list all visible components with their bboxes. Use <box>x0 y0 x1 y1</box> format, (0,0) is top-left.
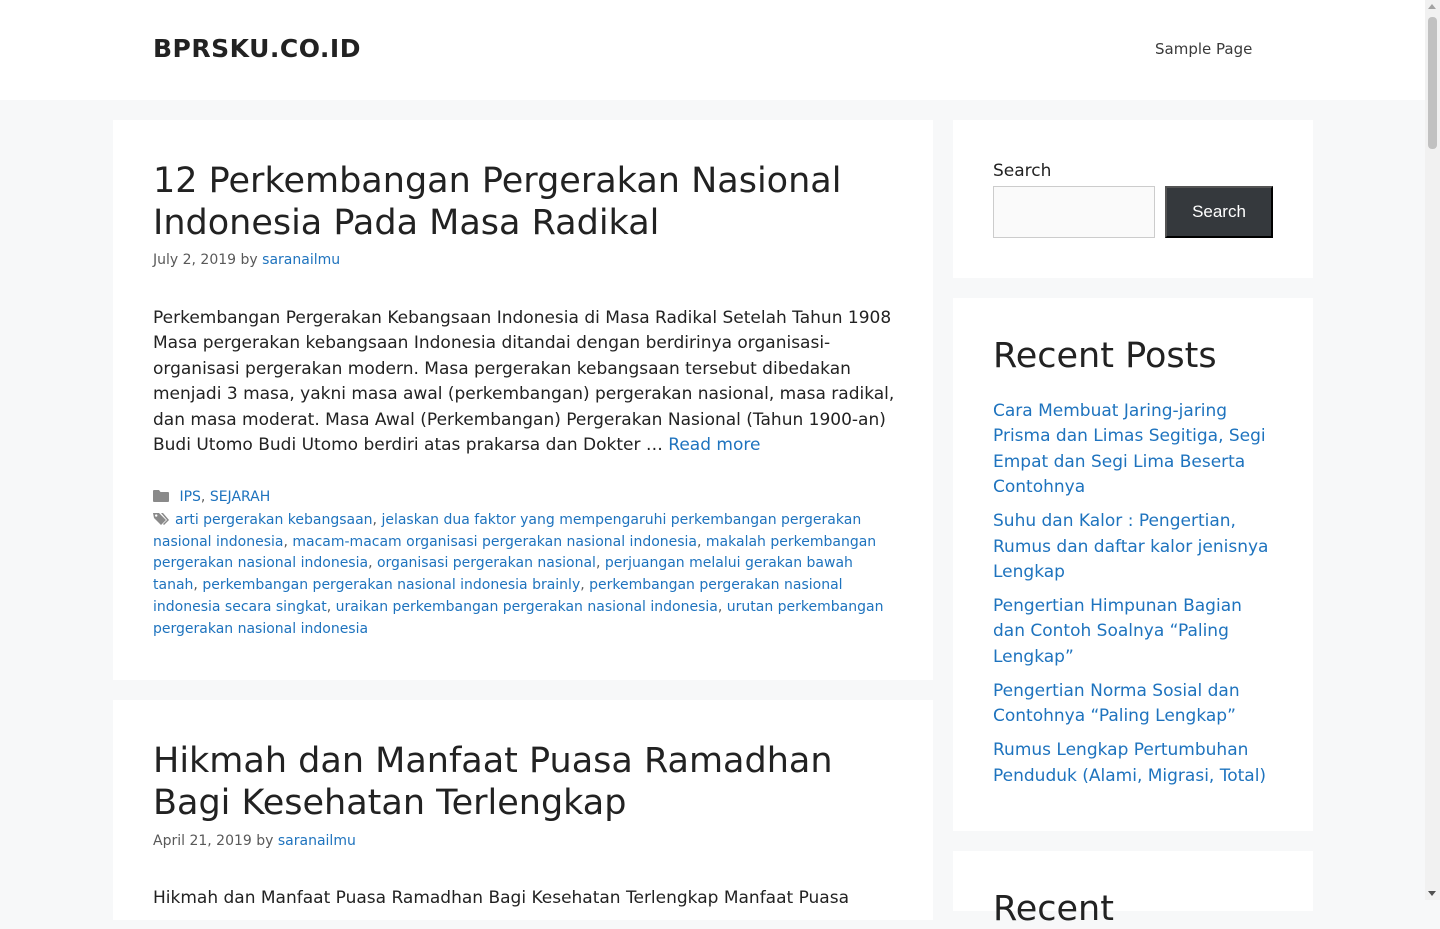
search-widget <box>953 120 1313 278</box>
tag-link[interactable]: organisasi pergerakan nasional <box>376 555 596 572</box>
tag-link[interactable]: uraikan perkembangan pergerakan nasional indonesia <box>335 598 718 615</box>
post-title-link[interactable]: 12 Perkembangan Pergerakan Nasional Indonesia Pada Masa Radikal <box>153 161 842 243</box>
scrollbar-thumb[interactable] <box>1428 17 1437 149</box>
widget-title: Recent Posts <box>993 336 1217 376</box>
category-link[interactable]: IPS <box>179 489 201 505</box>
list-item <box>993 738 1278 789</box>
tag-link[interactable]: makalah perkembangan pergerakan nasional indonesia <box>153 533 877 572</box>
post-meta <box>153 252 340 268</box>
recent-post-link[interactable]: Suhu dan Kalor : Pengertian, Rumus dan daftar kalor jenisnya Lengkap <box>993 511 1269 583</box>
post-excerpt-text: Perkembangan Pergerakan Kebangsaan Indonesia di Masa Radikal Setelah Tahun 1908 Masa pergerakan kebangsaan Indonesia ditandai dengan berdirinya organisasi-organisasi pergerakan modern. Masa pergerakan kebangsaan tersebut dibedakan menjadi 3 masa, yakni masa awal (perkembangan) pergerakan nasional, masa radikal, dan masa moderat. Masa Awal (Perkembangan) Pergerakan Nasional (Tahun 1900-an) Budi Utomo Budi Utomo berdiri atas prakarsa dan Dokter … <box>153 308 895 456</box>
category-links: IPS, SEJARAH <box>153 489 270 505</box>
recent-posts-widget <box>953 298 1313 831</box>
tag-link[interactable]: perjuangan melalui gerakan bawah tanah <box>153 555 853 594</box>
post-excerpt: Hikmah dan Manfaat Puasa Ramadhan Bagi Kesehatan Terlengkap Manfaat Puasa <box>153 888 850 908</box>
recent-post-link[interactable]: Rumus Lengkap Pertumbuhan Penduduk (Alami, Migrasi, Total) <box>993 740 1267 786</box>
scrollbar[interactable] <box>1425 0 1440 900</box>
post-excerpt <box>153 306 898 458</box>
list-item <box>993 509 1278 585</box>
search-label: Search <box>993 161 1052 181</box>
post-article <box>113 120 933 680</box>
list-item <box>993 679 1278 730</box>
by-label: by <box>240 252 258 268</box>
site-title[interactable]: BPRSKU.CO.ID <box>153 34 361 63</box>
search-input[interactable] <box>993 186 1155 238</box>
tag-link[interactable]: macam-macam organisasi pergerakan nasional indonesia <box>292 533 698 550</box>
category-link[interactable]: SEJARAH <box>209 489 271 505</box>
author-link[interactable]: saranailmu <box>262 252 341 268</box>
post-article <box>113 700 933 920</box>
search-button[interactable]: Search <box>1165 186 1273 238</box>
tag-links: arti pergerakan kebangsaan, jelaskan dua faktor yang mempengaruhi perkembangan pergerakan nasional indonesia, macam-macam organisasi pergerakan nasional indonesia, makalah perkembangan pergerakan nasional indonesia, organisasi pergerakan nasional, perjuangan melalui gerakan bawah tanah, perkembangan pergerakan nasional indonesia brainly, perkembangan pergerakan nasional indonesia secara singkat, uraikan perkembangan pergerakan nasional indonesia, urutan perkembangan pergerakan nasional indonesia <box>153 512 884 637</box>
post-title-link[interactable]: Hikmah dan Manfaat Puasa Ramadhan Bagi Kesehatan Terlengkap <box>153 741 833 823</box>
tags-icon <box>153 512 169 526</box>
scroll-up-arrow-icon[interactable] <box>1428 4 1436 9</box>
tag-link[interactable]: perkembangan pergerakan nasional indonesia secara singkat <box>153 577 843 615</box>
recent-post-link[interactable]: Pengertian Himpunan Bagian dan Contoh Soalnya “Paling Lengkap” <box>993 596 1242 667</box>
scroll-down-arrow-icon[interactable] <box>1428 891 1436 896</box>
nav-item-sample-page[interactable]: Sample Page <box>1155 40 1253 58</box>
site-header <box>0 0 1425 100</box>
tag-link[interactable]: urutan perkembangan pergerakan nasional indonesia <box>153 598 884 637</box>
tag-link[interactable]: perkembangan pergerakan nasional indonesia brainly <box>202 577 581 594</box>
post-date[interactable]: July 2, 2019 <box>153 252 237 268</box>
folder-icon <box>153 489 169 503</box>
post-meta <box>153 833 356 849</box>
author-link[interactable]: saranailmu <box>277 833 356 849</box>
tag-link[interactable]: arti pergerakan kebangsaan <box>175 512 373 528</box>
by-label: by <box>256 833 274 849</box>
post-date[interactable]: April 21, 2019 <box>153 833 252 849</box>
recent-post-link[interactable]: Pengertian Norma Sosial dan Contohnya “Paling Lengkap” <box>993 680 1240 727</box>
recent-post-link[interactable]: Cara Membuat Jaring-jaring Prisma dan Limas Segitiga, Segi Empat dan Segi Lima Beserta Contohnya <box>993 401 1266 498</box>
read-more-link[interactable]: Read more <box>668 435 761 456</box>
list-item <box>993 594 1278 670</box>
recent-posts-list <box>993 399 1278 798</box>
list-item <box>993 399 1278 501</box>
tag-link[interactable]: jelaskan dua faktor yang mempengaruhi perkembangan pergerakan nasional indonesia <box>153 512 862 550</box>
widget-title: Recent <box>993 889 1114 929</box>
next-widget <box>953 851 1313 929</box>
